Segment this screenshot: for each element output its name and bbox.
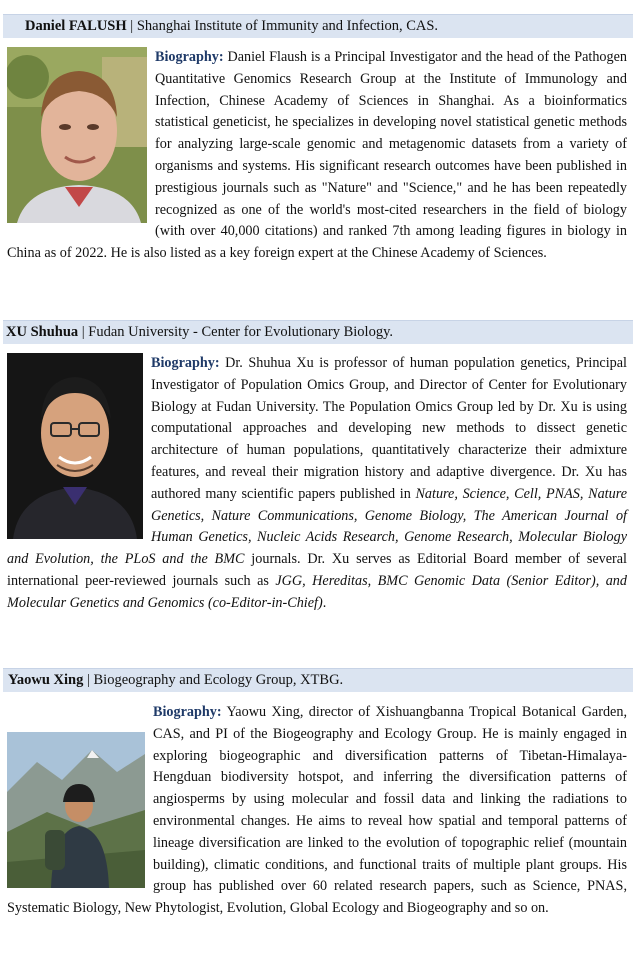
- profile-header-xing: [3, 668, 633, 692]
- profile-affiliation: Shanghai Institute of Immunity and Infection, CAS.: [136, 18, 439, 34]
- profile-header-xu: [3, 320, 633, 344]
- header-separator: |: [130, 18, 137, 34]
- profile-name: Yaowu Xing: [8, 672, 84, 688]
- biography-text: Dr. Shuhua Xu is professor of human population genetics, Principal Investigator of Population Omics Group, and Director of Center for Evolutionary Biology at Fudan University. The Population Omics Group led by Dr. Xu is using computational approaches and developing new methods to dissect genetic architecture of human populations, quantitatively characterize their admixture features, and reveal their migration history and adaptive divergence. Dr. Xu has authored many scientific papers published in: [151, 355, 627, 502]
- biography-text: Daniel Flaush is a Principal Investigator and the head of the Pathogen Quantitative Genomics Research Group at the Institute of Immunology and Infection, Chinese Academy of Sciences in Shanghai. As a bioinformatics statistical geneticist, he specializes in developing novel statistical genetic methods for analyzing large-scale genomic and metagenomic datasets from a variety of organisms and systems. His significant research outcomes have been published in prestigious journals such as "Nature" and "Science," and he has been repeatedly recognized as one of the world's most-cited researchers in the field of biology (with over 40,000 citations) and ranked 7th among leading figures in biology in China as of 2022. He is also listed as a key foreign expert at the Chinese Academy of Sciences.: [7, 49, 628, 262]
- profile-name: Daniel FALUSH: [25, 18, 127, 34]
- profile-name: XU Shuhua: [6, 324, 79, 340]
- biography-text: Yaowu Xing, director of Xishuangbanna Tropical Botanical Garden, CAS, and PI of the Biogeography and Ecology Group. He is mainly engaged in exploring biogeographic and diversification patterns of Tibetan-Himalaya-Hengduan biodiversity hotspot, and inferring the diversification patterns of angiosperms by using molecular and fossil data and linking the radiations to environmental changes. He aims to reveal how spatial and temporal patterns of lineage diversification are linked to the evolution of topographic relief (mountain building), climatic conditions, and functional traits of multiple plant groups. His group has published over 60 related research papers, such as Science, PNAS, Systematic Biology, New Phytologist, Evolution, Global Ecology and Biogeography and so on.: [7, 704, 627, 917]
- profile-affiliation: Biogeography and Ecology Group, XTBG.: [93, 672, 344, 688]
- profile-bio-falush: [7, 47, 627, 265]
- field-photo-xing: [7, 732, 145, 888]
- biography-label: Biography:: [151, 355, 220, 371]
- biography-label: Biography:: [153, 704, 222, 720]
- profile-bio-xing: [7, 702, 627, 920]
- biography-label: Biography:: [155, 49, 224, 65]
- portrait-photo-xu: [7, 353, 143, 539]
- portrait-photo-falush: [7, 47, 147, 223]
- biography-text-end: .: [322, 594, 327, 611]
- profile-header-falush: [3, 14, 633, 38]
- biography-text-continued: journals. Dr. Xu serves as Editorial Board member of several international peer-reviewed journals such as: [7, 551, 627, 589]
- profile-bio-xu: [7, 353, 627, 615]
- biography-editorial-journals: JGG, Hereditas, BMC Genomic Data (Senior Editor), and Molecular Genetics and Genomics (co-Editor-in-Chief): [7, 572, 627, 611]
- header-separator: |: [81, 324, 89, 340]
- profile-affiliation: Fudan University - Center for Evolutionary Biology.: [88, 324, 394, 340]
- biography-journals: Nature, Science, Cell, PNAS, Nature Genetics, Nature Communications, Genome Biology, The American Journal of Human Genetics, Nucleic Acids Research, Genome Research, Molecular Biology and Evolution, the PLoS and the BMC: [7, 485, 627, 568]
- header-separator: |: [86, 672, 94, 688]
